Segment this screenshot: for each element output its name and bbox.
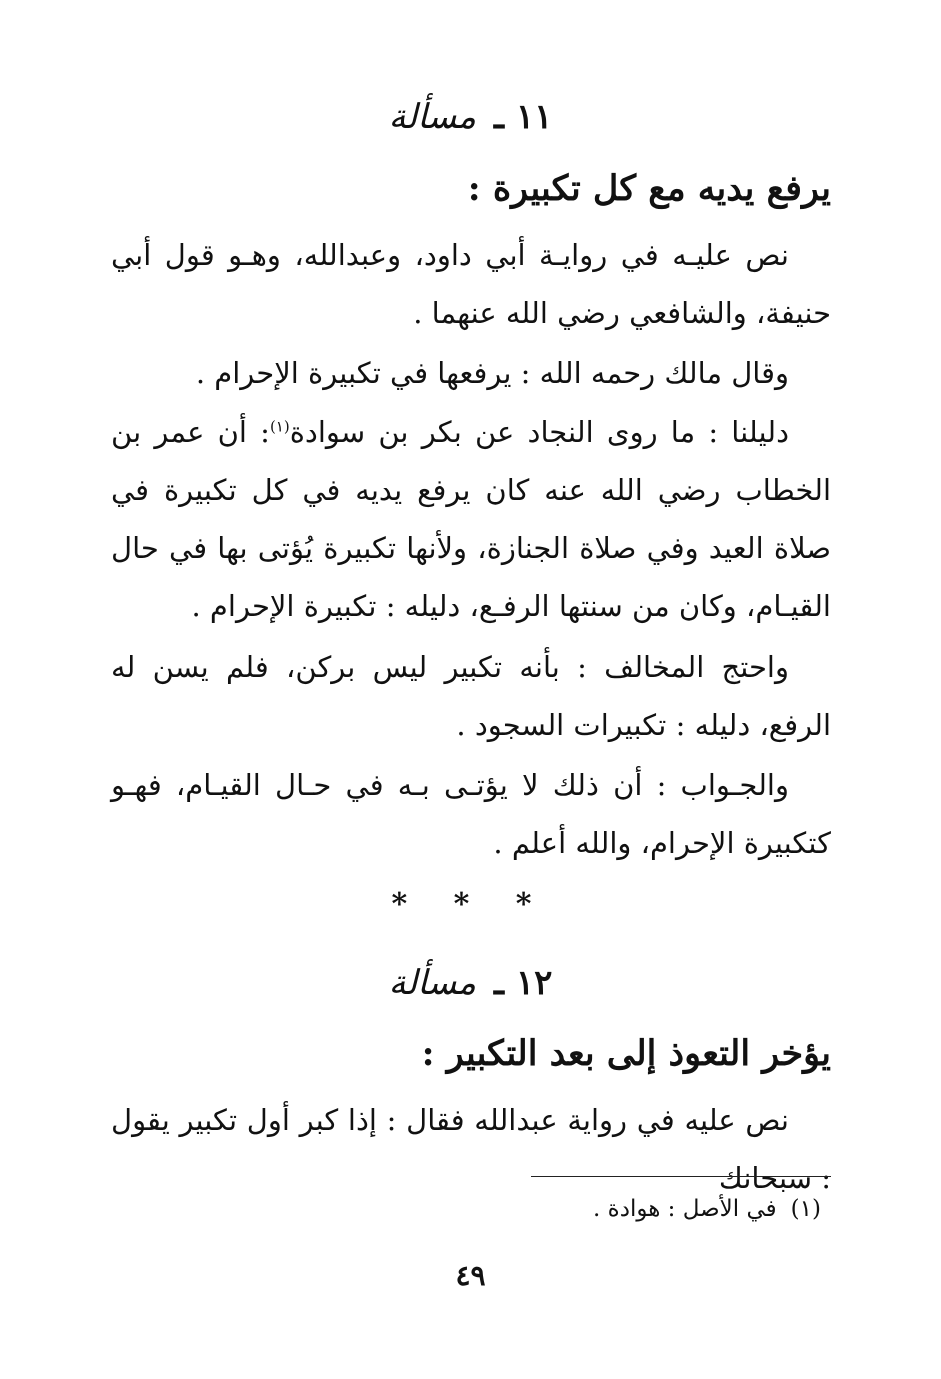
issue-12-paragraph-1-text: نص عليه في رواية عبدالله فقال : إذا كبر أول تكبير يقول : سبحانك — [111, 1103, 831, 1195]
issue-11-paragraph-4-text: واحتج المخالف : بأنه تكبير ليس بركن، فلم يسن له الرفع، دليله : تكبيرات السجود . — [111, 650, 831, 742]
section-separator: * * * — [391, 887, 550, 922]
issue-11-paragraph-1 — [111, 226, 831, 342]
issue-11-heading-word: مسألة — [388, 97, 477, 137]
issue-11-evidence-paragraph — [111, 403, 831, 635]
issue-11-heading — [0, 92, 941, 142]
issue-11-paragraph-2-text: وقال مالك رحمه الله : يرفعها في تكبيرة الإحرام . — [195, 356, 789, 390]
evidence-text-end: : أن عمر بن الخطاب رضي الله عنه — [111, 415, 831, 507]
evidence-text-start: دليلنا : ما روى النجاد عن بكر بن سوادة — [289, 415, 789, 449]
issue-11-title: يرفع يديه مع كل تكبيرة : — [467, 168, 831, 209]
evidence-text-continued: كان يرفع يديه في كل تكبيرة في صلاة العيد وفي صلاة الجنازة، ولأنها تكبيرة يُؤتى بها في حال القيـام، وكان من سنتها الرفـع، دليله : تكبيرة الإحرام . — [111, 473, 831, 623]
issue-11-paragraph-5-text: والجـواب : أن ذلك لا يؤتـى بـه في حـال القيـام، فهـو كتكبيرة الإحرام، والله أعلم . — [111, 768, 831, 860]
page-number: ٤٩ — [455, 1259, 486, 1292]
footnote-text: في الأصل : هوادة . — [593, 1196, 777, 1222]
issue-12-paragraph-1 — [111, 1091, 831, 1207]
issue-11-number: ١١ ـ — [494, 97, 553, 137]
issue-11-paragraph-1-text: نص عليـه في روايـة أبي داود، وعبدالله، وهـو قول أبي حنيفة، والشافعي رضي الله عنهما . — [111, 238, 831, 330]
issue-11-paragraph-5 — [111, 756, 831, 872]
footnote-mark: (١) — [790, 1196, 821, 1222]
issue-12-heading — [0, 958, 941, 1008]
issue-11-paragraph-4 — [111, 638, 831, 754]
issue-12-number: ١٢ ـ — [494, 963, 553, 1003]
footnote-divider — [531, 1176, 831, 1177]
issue-11-paragraph-2 — [111, 344, 831, 402]
footnote-ref-mark[interactable]: (١) — [269, 417, 290, 436]
footnote — [593, 1192, 821, 1226]
issue-12-title: يؤخر التعوذ إلى بعد التكبير : — [421, 1033, 831, 1074]
issue-12-heading-word: مسألة — [388, 963, 477, 1003]
